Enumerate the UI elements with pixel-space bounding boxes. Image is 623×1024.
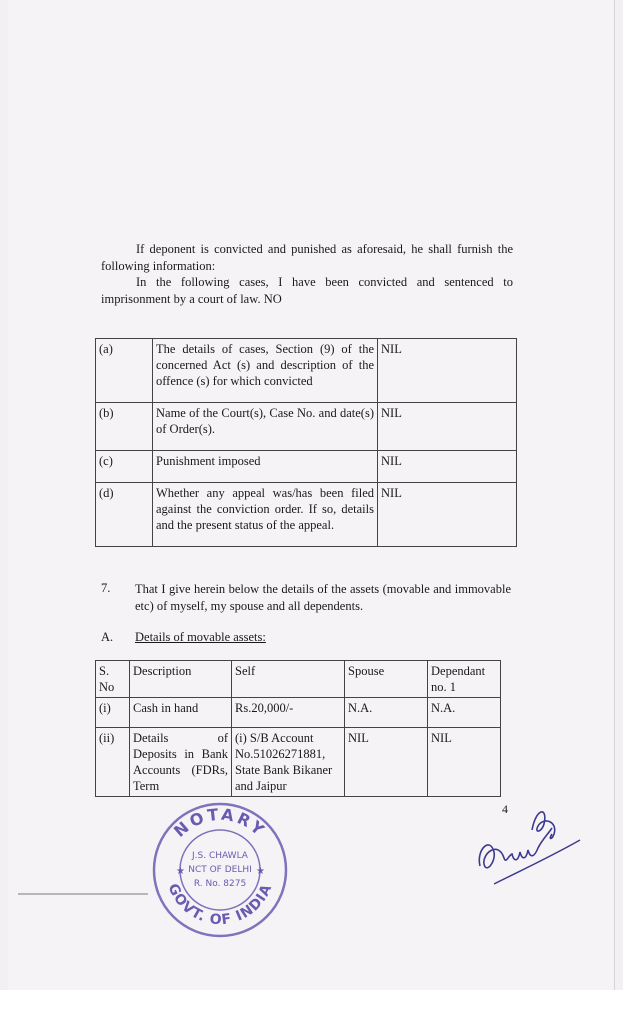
scan-margin xyxy=(0,990,623,1024)
page-number: 4 xyxy=(502,802,508,816)
scan-artifact xyxy=(18,893,148,895)
intro-paragraph: If deponent is convicted and punished as aforesaid, he shall furnish the following information: xyxy=(101,242,513,273)
row-description: Name of the Court(s), Case No. and date(s) of Order(s). xyxy=(153,403,378,451)
svg-text:NOTARY xyxy=(170,805,270,841)
row-value: NIL xyxy=(378,339,517,403)
subsection-letter: A. xyxy=(101,630,114,644)
header-spouse: Spouse xyxy=(345,661,428,698)
section-number: 7. xyxy=(101,581,111,595)
cell: (i) xyxy=(96,698,130,728)
table-row xyxy=(96,728,501,797)
cell: Details of Deposits in Bank Accounts (FDRs, Term xyxy=(130,728,232,797)
stamp-bottom-text: GOVT. OF INDIA xyxy=(164,881,276,929)
cell: N.A. xyxy=(345,698,428,728)
star-icon: ★ xyxy=(256,866,265,877)
row-label: (c) xyxy=(96,451,153,483)
cell: NIL xyxy=(428,728,501,797)
row-label: (a) xyxy=(96,339,153,403)
stamp-top-text: NOTARY xyxy=(170,804,270,841)
star-icon: ★ xyxy=(176,866,185,877)
row-value: NIL xyxy=(378,451,517,483)
cell: (i) S/B Account No.51026271881, State Bank Bikaner and Jaipur xyxy=(232,728,345,797)
cell: NIL xyxy=(345,728,428,797)
conviction-details-table xyxy=(95,338,517,547)
table-row xyxy=(96,451,517,483)
table-row xyxy=(96,403,517,451)
row-label: (b) xyxy=(96,403,153,451)
header-description: Description xyxy=(130,661,232,698)
cell: N.A. xyxy=(428,698,501,728)
conviction-statement: In the following cases, I have been convicted and sentenced to imprisonment by a court of law. NO xyxy=(101,275,513,306)
section-7-text: That I give herein below the details of the assets (movable and immovable etc) of myself, my spouse and all dependents. xyxy=(135,582,511,613)
subsection-title: Details of movable assets: xyxy=(135,630,266,644)
movable-assets-table xyxy=(95,660,501,797)
signature xyxy=(472,800,587,895)
row-value: NIL xyxy=(378,403,517,451)
header-sno: S. No xyxy=(96,661,130,698)
notary-stamp xyxy=(150,800,290,945)
stamp-region: NCT OF DELHI xyxy=(188,865,252,875)
row-description: The details of cases, Section (9) of the concerned Act (s) and description of the offence (s) for which convicted xyxy=(153,339,378,403)
cell: Cash in hand xyxy=(130,698,232,728)
stamp-reg: R. No. 8275 xyxy=(193,879,247,889)
table-row xyxy=(96,698,501,728)
cell: (ii) xyxy=(96,728,130,797)
row-label: (d) xyxy=(96,483,153,547)
table-row xyxy=(96,339,517,403)
header-dependant: Dependant no. 1 xyxy=(428,661,501,698)
header-self: Self xyxy=(232,661,345,698)
table-header-row xyxy=(96,661,501,698)
table-row xyxy=(96,483,517,547)
stamp-name: J.S. CHAWLA xyxy=(192,851,248,861)
row-value: NIL xyxy=(378,483,517,547)
row-description: Whether any appeal was/has been filed against the conviction order. If so, details and the present status of the appeal. xyxy=(153,483,378,547)
cell: Rs.20,000/- xyxy=(232,698,345,728)
row-description: Punishment imposed xyxy=(153,451,378,483)
